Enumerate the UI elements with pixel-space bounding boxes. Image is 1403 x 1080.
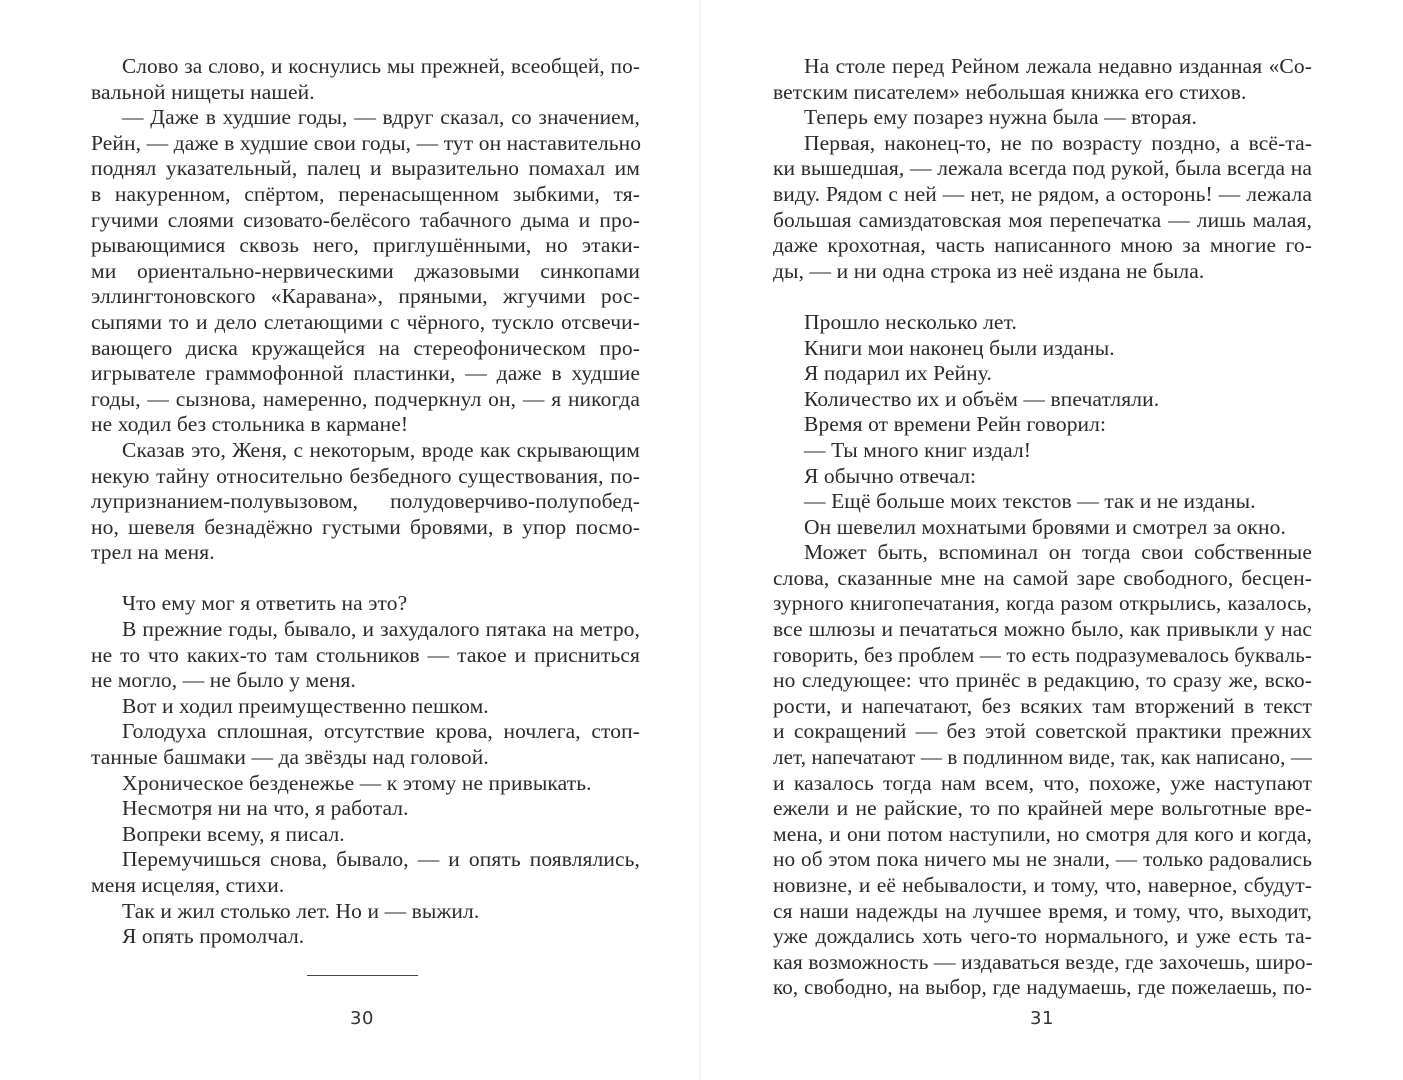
text-line: и казалось тогда нам всем, что, похоже, уже наступают [773,770,1312,795]
text-line: — Ты много книг издал! [804,437,1032,462]
text-line: новизне, и её небывалости, и тому, что, наверное, сбудут- [773,873,1312,897]
text-line: кая возможность — издаваться везде, где захочешь, широ- [773,949,1313,974]
text-line: — Ещё больше моих текстов — так и не изданы. [804,489,1256,514]
text-line: ся наши надежды на лучшее время, и тому, что, выходит, [773,898,1312,923]
text-line: но, шевеля безнадёжно густыми бровями, в упор посмо- [91,514,640,539]
paragraph-gap [773,284,1312,310]
text-line: ки вышедшая, — лежала всегда под рукой, была всегда на [773,156,1312,181]
text-line: большая самиздатовская моя перепечатка — лишь малая, [773,207,1312,232]
text-line: Теперь ему позарез нужна была — вторая. [804,105,1197,130]
text-line: Несмотря ни на что, я работал. [122,796,409,821]
text-line: танные башмаки — да звёзды над головой. [91,745,489,770]
text-line: рывающимися сквозь него, приглушёнными, но этаки- [91,233,640,258]
text-line: ми ориентально-нервическими джазовыми синкопами [91,258,640,283]
text-line: сыпями то и дело слетающими с чёрного, тускло отсвечи- [91,309,640,334]
section-end-rule [307,975,418,976]
left-page [0,0,700,1080]
text-line: В прежние годы, бывало, и захудалого пятака на метро, [122,617,640,642]
text-line: трел на меня. [91,540,215,565]
text-line: Количество их и объём — впечатляли. [804,386,1160,411]
text-line: некую тайну относительно безбедного существования, по- [91,463,640,488]
text-line: Прошло несколько лет. [804,309,1017,334]
text-line: Хроническое безденежье — к этому не привыкать. [122,770,592,795]
right-page [700,0,1403,1080]
text-line: в накуренном, спёртом, перенасыщенном зыбкими, тя- [91,181,640,206]
text-line: Голодуха сплошная, отсутствие крова, ночлега, стоп- [122,719,640,744]
text-line: — Даже в худшие годы, — вдруг сказал, со значением, [122,105,640,130]
text-line: говорить, без проблем — то есть подразумевалось букваль- [773,642,1312,667]
text-line: не ходил без стольника в кармане! [91,412,409,437]
text-line: вальной нищеты нашей. [91,79,315,104]
text-line: лет, напечатают — в подлинном виде, так, как написано, — [773,745,1312,770]
text-line: Вопреки всему, я писал. [122,821,345,846]
text-line: гучими слоями сизовато-белёсого табачного дыма и про- [91,207,640,232]
text-line: игрывателе граммофонной пластинки, — даже в худшие [91,361,640,386]
text-line: Может быть, вспоминал он тогда свои собственные [804,540,1312,565]
text-line: зурного книгопечатания, когда разом открылись, казалось, [773,591,1312,616]
text-line: Сказав это, Женя, с некоторым, вроде как скрывающим [122,437,640,462]
right-page-number: 31 [1030,1008,1054,1029]
text-line: но следующее: что принёс в редакцию, то сразу же, вско- [773,668,1312,693]
text-line: но об этом пока ничего мы не знали, — только радовались [773,847,1312,872]
paragraph-gap [91,566,640,592]
text-line: ежели и не райские, то по крайней мере вольготные вре- [773,796,1312,821]
text-line: На столе перед Рейном лежала недавно изданная «Со- [804,54,1312,78]
text-line: Первая, наконец-то, не по возрасту поздно, а всё-та- [804,130,1312,155]
text-line: Рейн, — даже в худшие свои годы, — тут он наставительно [91,130,642,155]
text-line: уже дождались хоть чего-то нормального, и уже есть та- [773,924,1312,949]
text-line: Вот и ходил преимущественно пешком. [122,693,489,718]
text-line: ветским писателем» небольшая книжка его стихов. [773,79,1247,104]
right-page-text-column [773,54,1312,1001]
text-line: Я обычно отвечал: [804,463,977,488]
text-line: и сокращений — без этой советской практики прежних [773,719,1312,744]
text-line: годы, — сызнова, намеренно, подчеркнул он, — я никогда [91,386,640,411]
text-line: виду. Рядом с ней — нет, не рядом, а осторонь! — лежала [773,181,1312,206]
text-line: Книги мои наконец были изданы. [804,335,1115,360]
text-line: слова, сказанные мне на самой заре свободного, бесцен- [773,565,1312,590]
text-line: Я опять промолчал. [122,924,305,949]
text-line: Время от времени Рейн говорил: [804,412,1107,437]
text-line: рости, и напечатают, без всяких там вторжений в текст [773,693,1312,718]
left-page-number: 30 [350,1008,374,1029]
text-line: все шлюзы и печататься можно было, как привыкли у нас [773,617,1312,642]
text-line: Перемучишься снова, бывало, — и опять появлялись, [122,847,640,872]
text-line: эллингтоновского «Каравана», пряными, жгучими рос- [91,284,640,309]
text-line: мена, и они потом наступили, но смотря для кого и когда, [773,821,1312,846]
left-page-text-column [91,54,640,950]
text-line: Слово за слово, и коснулись мы прежней, всеобщей, по- [122,54,640,78]
text-line: не могло, — не было у меня. [91,668,357,693]
text-line: ко, свободно, на выбор, где надумаешь, где пожелаешь, по- [773,975,1312,1000]
text-line: ды, — и ни одна строка из неё издана не была. [773,258,1205,283]
text-line: Я подарил их Рейну. [804,361,992,386]
text-line: лупризнанием-полувызовом, полудоверчиво-полупобед- [91,489,640,514]
text-line: поднял указательный, палец и выразительно помахал им [91,156,640,181]
text-line: меня исцеляя, стихи. [91,873,285,897]
text-line: Что ему мог я ответить на это? [122,591,408,616]
text-line: даже крохотная, часть написанного мною за многие го- [773,233,1312,258]
text-line: Он шевелил мохнатыми бровями и смотрел за окно. [804,514,1286,539]
text-line: Так и жил столько лет. Но и — выжил. [122,898,480,923]
text-line: не то что каких-то там стольников — такое и присниться [91,642,640,667]
text-line: вающего диска кружащейся на стереофоническом про- [91,335,640,360]
